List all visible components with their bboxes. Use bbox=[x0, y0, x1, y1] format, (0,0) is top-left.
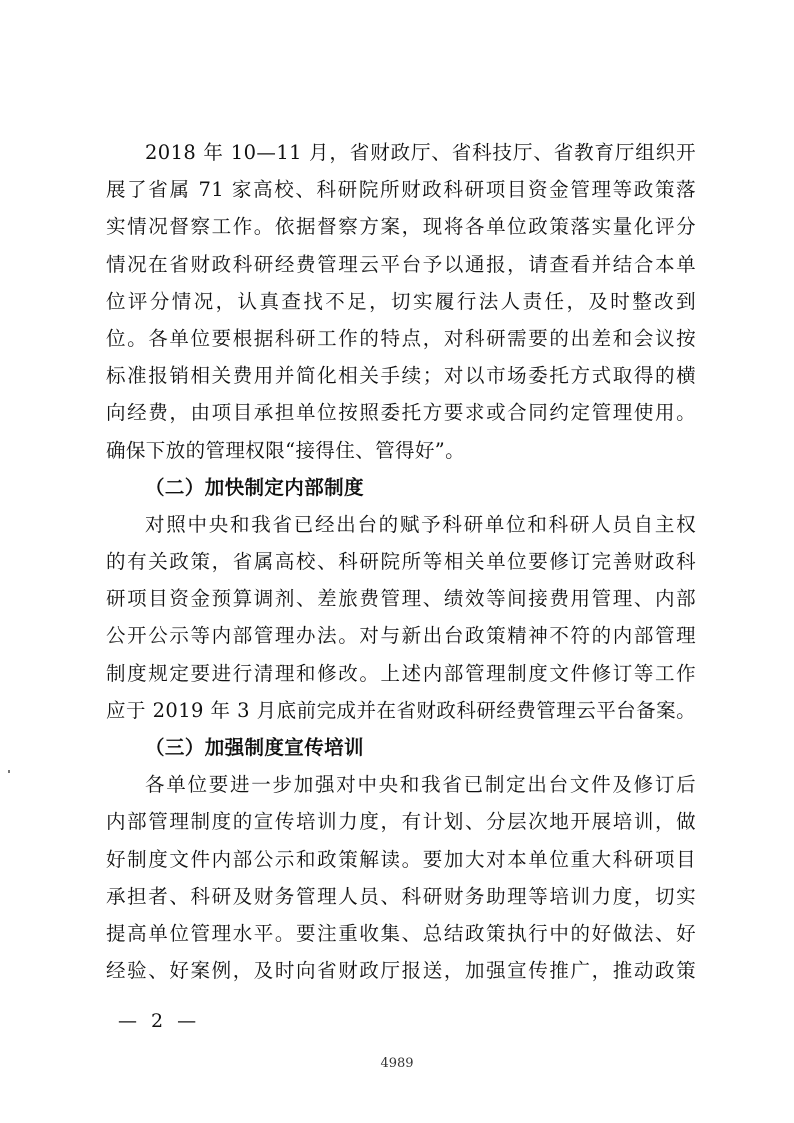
paragraph-line: 实情况督察工作。依据督察方案，现将各单位政策落实量化评分 bbox=[106, 215, 696, 239]
paragraph-line: 2018 年 10—11 月，省财政厅、省科技厅、省教育厅组织开 bbox=[145, 141, 696, 164]
paragraph-line: 位评分情况，认真查找不足，切实履行法人责任，及时整改到 bbox=[106, 289, 696, 313]
paragraph-line: 公开公示等内部管理办法。对与新出台政策精神不符的内部管理 bbox=[106, 624, 696, 648]
paragraph-line: 对照中央和我省已经出台的赋予科研单位和科研人员自主权 bbox=[145, 512, 696, 536]
paragraph-line: 标准报销相关费用并简化相关手续；对以市场委托方式取得的横 bbox=[106, 364, 696, 388]
paragraph-line: 位。各单位要根据科研工作的特点，对科研需要的出差和会议按 bbox=[106, 326, 696, 350]
paragraph-line: 研项目资金预算调剂、差旅费管理、绩效等间接费用管理、内部 bbox=[106, 587, 696, 611]
scan-speck bbox=[8, 770, 10, 773]
paragraph-line: 提高单位管理水平。要注重收集、总结政策执行中的好做法、好 bbox=[106, 921, 696, 945]
paragraph-line: 确保下放的管理权限“接得住、管得好”。 bbox=[106, 438, 466, 462]
paragraph-line: 内部管理制度的宣传培训力度，有计划、分层次地开展培训，做 bbox=[106, 810, 696, 834]
paragraph-line: 的有关政策，省属高校、科研院所等相关单位要修订完善财政科 bbox=[106, 550, 696, 574]
paragraph-line: 应于 2019 年 3 月底前完成并在省财政科研经费管理云平台备案。 bbox=[106, 698, 696, 722]
body-text bbox=[106, 134, 696, 989]
section-heading: （三）加强制度宣传培训 bbox=[145, 736, 364, 759]
paragraph-line: 向经费，由项目承担单位按照委托方要求或合同约定管理使用。 bbox=[106, 401, 696, 425]
section-heading: （二）加快制定内部制度 bbox=[145, 475, 364, 499]
paragraph-line: 好制度文件内部公示和政策解读。要加大对本单位重大科研项目 bbox=[106, 847, 696, 871]
page-number: — 2 — bbox=[118, 1010, 201, 1032]
paragraph-line: 承担者、科研及财务管理人员、科研财务助理等培训力度，切实 bbox=[106, 884, 696, 908]
paragraph-line: 制度规定要进行清理和修改。上述内部管理制度文件修订等工作 bbox=[106, 661, 696, 685]
paragraph-line: 展了省属 71 家高校、科研院所财政科研项目资金管理等政策落 bbox=[106, 178, 696, 202]
paragraph-line: 各单位要进一步加强对中央和我省已制定出台文件及修订后 bbox=[145, 773, 696, 797]
footer-code: 4989 bbox=[380, 1056, 414, 1071]
paragraph-line: 经验、好案例，及时向省财政厅报送，加强宣传推广，推动政策 bbox=[106, 959, 696, 983]
paragraph-line: 情况在省财政科研经费管理云平台予以通报，请查看并结合本单 bbox=[106, 252, 696, 276]
